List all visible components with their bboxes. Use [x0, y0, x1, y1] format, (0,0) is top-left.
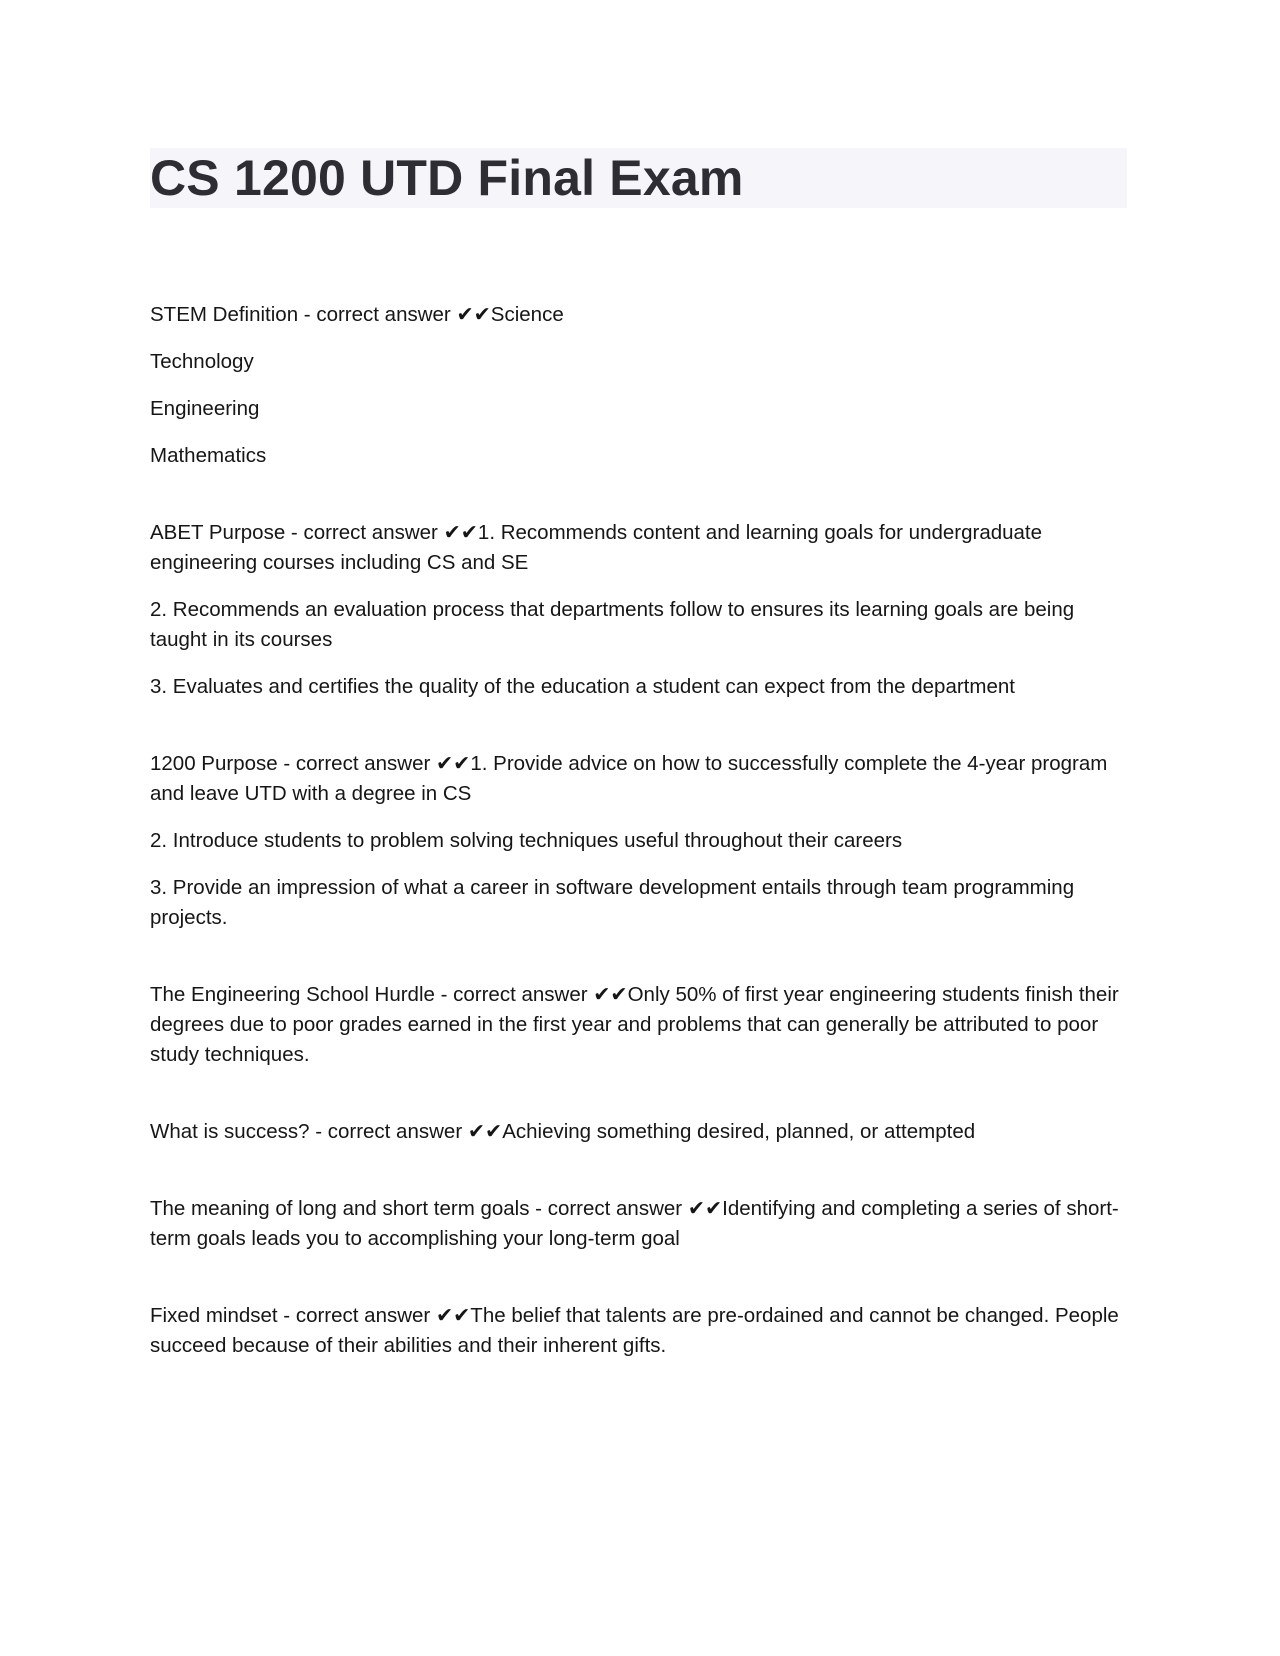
- qa-paragraph: Technology: [150, 350, 254, 373]
- qa-paragraph: The meaning of long and short term goals - correct answer ✔✔Identifying and completing a series of short-term goals leads you to accomplishing your long-term goal: [150, 1197, 1119, 1250]
- qa-paragraph: 1200 Purpose - correct answer ✔✔1. Provide advice on how to successfully complete the 4-year program and leave UTD with a degree in CS: [150, 752, 1108, 805]
- qa-paragraph: The Engineering School Hurdle - correct answer ✔✔Only 50% of first year engineering students finish their degrees due to poor grades earned in the first year and problems that can generally be attributed to poor study techniques.: [150, 983, 1119, 1066]
- qa-paragraph: Engineering: [150, 397, 260, 420]
- page-title: CS 1200 UTD Final Exam: [150, 150, 744, 206]
- qa-item: [150, 300, 1127, 471]
- title-band: [150, 148, 1127, 208]
- qa-paragraph: 3. Evaluates and certifies the quality of the education a student can expect from the department: [150, 675, 1015, 698]
- qa-paragraph: Mathematics: [150, 444, 267, 467]
- qa-item: [150, 1117, 1127, 1147]
- qa-item: [150, 749, 1127, 933]
- qa-paragraph: 2. Introduce students to problem solving techniques useful throughout their careers: [150, 829, 903, 852]
- qa-item: [150, 518, 1127, 702]
- qa-paragraph: 2. Recommends an evaluation process that departments follow to ensures its learning goals are being taught in its courses: [150, 598, 1075, 651]
- qa-item: [150, 1301, 1127, 1361]
- qa-paragraph: What is success? - correct answer ✔✔Achieving something desired, planned, or attempted: [150, 1120, 976, 1143]
- qa-item: [150, 980, 1127, 1070]
- qa-paragraph: Fixed mindset - correct answer ✔✔The belief that talents are pre-ordained and cannot be changed. People succeed because of their abilities and their inherent gifts.: [150, 1304, 1119, 1357]
- qa-list: [150, 300, 1127, 1361]
- qa-paragraph: STEM Definition - correct answer ✔✔Science: [150, 303, 564, 326]
- document-page: [150, 148, 1127, 1408]
- qa-paragraph: ABET Purpose - correct answer ✔✔1. Recommends content and learning goals for undergraduate engineering courses including CS and SE: [150, 521, 1043, 574]
- qa-paragraph: 3. Provide an impression of what a career in software development entails through team programming projects.: [150, 876, 1075, 929]
- qa-item: [150, 1194, 1127, 1254]
